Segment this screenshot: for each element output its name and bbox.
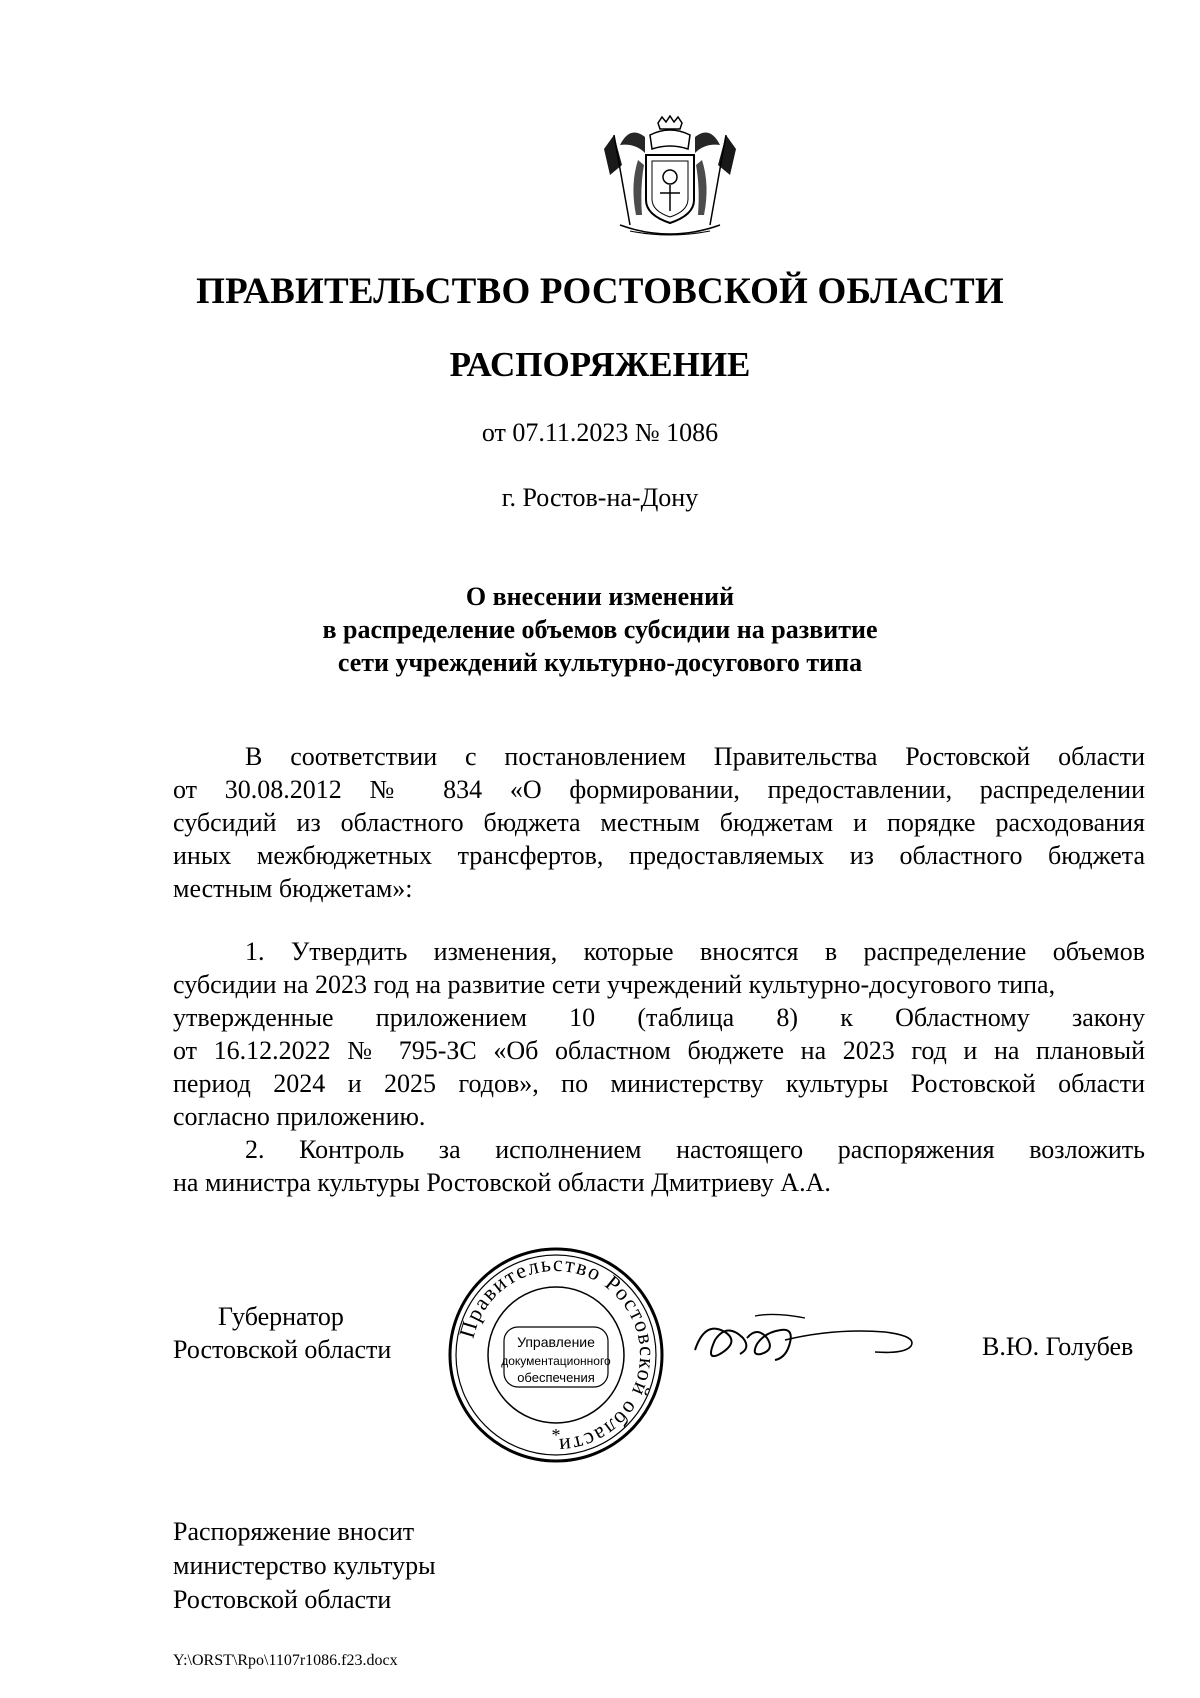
preamble-line: местным бюджетам»: — [173, 874, 413, 903]
signer-title-line: Губернатор — [218, 1302, 344, 1331]
official-seal-icon — [446, 1245, 666, 1465]
submitter-line: министерство культуры — [173, 1551, 436, 1580]
preamble-line: субсидий из областного бюджета местным бюджетам и порядке расходования — [173, 808, 1145, 837]
submitter-line: Ростовской области — [173, 1585, 392, 1614]
item-line: на министра культуры Ростовской области Дмитриеву А.А. — [173, 1168, 831, 1197]
subject-line: О внесении изменений — [465, 582, 735, 611]
items-block — [173, 935, 1145, 1199]
seal-center-line: Управление — [517, 1334, 595, 1350]
submitter-block — [173, 1515, 436, 1617]
coat-of-arms-icon — [600, 115, 740, 240]
signer-title-line: Ростовской области — [173, 1335, 392, 1364]
government-title: ПРАВИТЕЛЬСТВО РОСТОВСКОЙ ОБЛАСТИ — [196, 271, 1004, 312]
item-line: утвержденные приложением 10 (таблица 8) к Областному закону — [173, 1003, 1145, 1032]
seal-center-line: документационного — [501, 1354, 611, 1368]
document-date-number: от 07.11.2023 № 1086 — [481, 418, 719, 447]
handwritten-signature-icon — [685, 1310, 925, 1370]
item-line: период 2024 и 2025 годов», по министерству культуры Ростовской области — [173, 1069, 1145, 1098]
subject-line: сети учреждений культурно-досугового типа — [337, 648, 863, 677]
seal-center-line: обеспечения — [517, 1370, 595, 1385]
preamble-paragraph — [173, 740, 1145, 905]
item-line: согласно приложению. — [173, 1102, 426, 1131]
subject-line: в распределение объемов субсидии на развитие — [322, 615, 878, 644]
preamble-line: иных межбюджетных трансфертов, предоставляемых из областного бюджета — [173, 841, 1145, 870]
document-subject — [200, 580, 1000, 679]
preamble-line: от 30.08.2012 № 834 «О формировании, предоставлении, распределении — [173, 775, 1145, 804]
item-line: 2. Контроль за исполнением настоящего распоряжения возложить — [245, 1135, 1145, 1164]
document-type: РАСПОРЯЖЕНИЕ — [449, 345, 751, 384]
item-line: субсидии на 2023 год на развитие сети учреждений культурно-досугового типа, — [173, 970, 1056, 999]
seal-star: * — [551, 1425, 561, 1445]
footer-file-path: Y:\ORST\Rpo\1107r1086.f23.docx — [173, 1652, 398, 1669]
submitter-line: Распоряжение вносит — [173, 1517, 415, 1546]
seal-ring-text: Правительство Ростовской области — [453, 1250, 661, 1460]
item-line: от 16.12.2022 № 795-ЗС «Об областном бюджете на 2023 год и на плановый — [173, 1036, 1145, 1065]
signer-title — [173, 1300, 391, 1366]
document-city: г. Ростов-на-Дону — [501, 483, 699, 512]
preamble-line: В соответствии с постановлением Правительства Ростовской области — [245, 742, 1145, 771]
signer-name: В.Ю. Голубев — [982, 1332, 1134, 1361]
item-line: 1. Утвердить изменения, которые вносятся в распределение объемов — [245, 937, 1145, 966]
